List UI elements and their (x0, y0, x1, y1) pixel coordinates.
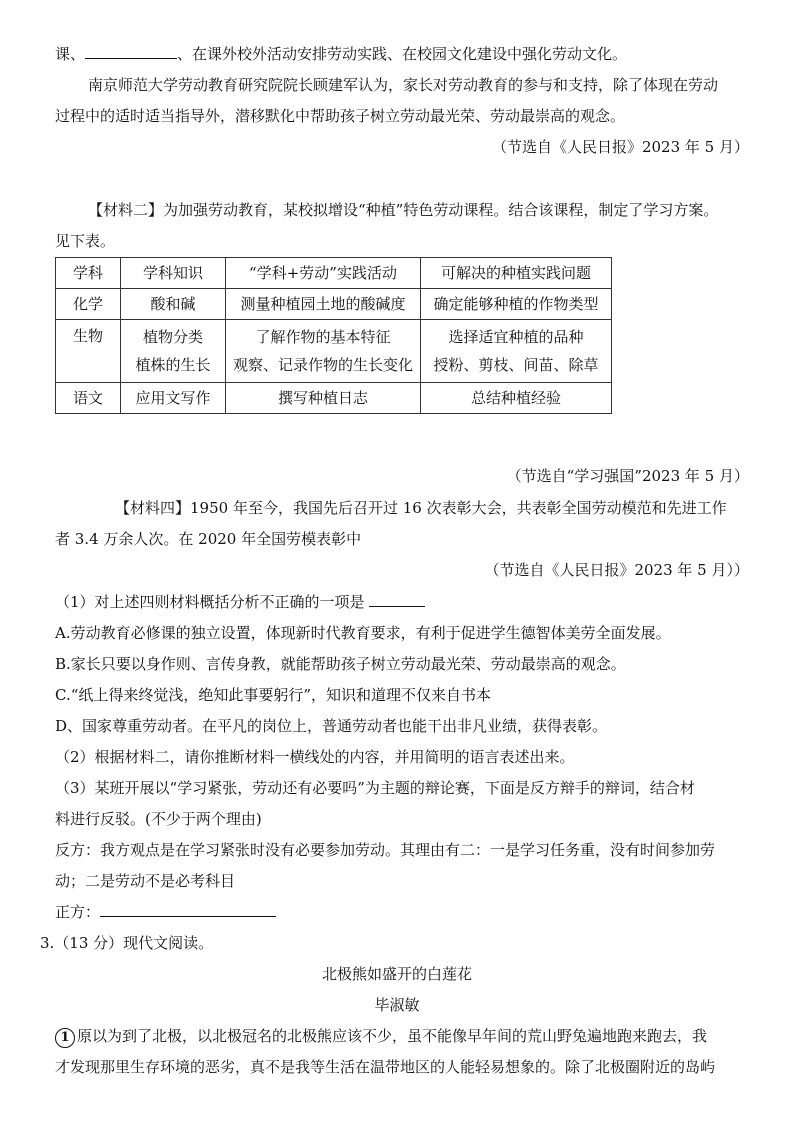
article-paragraph-line2: 才发现那里生存环境的恶劣，真不是我等生活在温带地区的人能轻易想象的。除了北极圈附近的岛屿 (55, 1058, 716, 1076)
article-author: 毕淑敏 (374, 996, 420, 1014)
para1-line1: 课、 、在课外校外活动安排劳动实践、在校园文化建设中强化劳动文化。 (55, 45, 628, 63)
table-header-cell: 学科知识 (121, 258, 226, 289)
q3-line2: 料进行反驳。(不少于两个理由) (55, 810, 262, 828)
table-cell: 选择适宜种植的品种 授粉、剪枝、间苗、除草 (421, 320, 612, 383)
table-header-cell: “学科+劳动”实践活动 (226, 258, 421, 289)
table-cell: 应用文写作 (121, 383, 226, 414)
table-cell: 语文 (56, 383, 121, 414)
table-cell: 了解作物的基本特征 观察、记录作物的生长变化 (226, 320, 421, 383)
para1-line2: 南京师范大学劳动教育研究院院长顾建军认为，家长对劳动教育的参与和支持，除了体现在劳动 (88, 76, 719, 94)
q1-option-c: C.“纸上得来终觉浅，绝知此事要躬行”，知识和道理不仅来自书本 (55, 686, 492, 704)
article-title: 北极熊如盛开的白莲花 (321, 965, 472, 983)
para1-line3: 过程中的适时适当指导外，潜移默化中帮助孩子树立劳动最光荣、劳动最崇高的观念。 (55, 107, 626, 125)
q1-option-d: D、国家尊重劳动者。在平凡的岗位上，普通劳动者也能干出非凡业绩，获得表彰。 (55, 717, 608, 735)
answer-blank (369, 592, 425, 607)
material2-line1: 【材料二】为加强劳动教育，某校拟增设“种植”特色劳动课程。结合该课程，制定了学习方案。 (88, 201, 719, 219)
table-cell: 确定能够种植的作物类型 (421, 289, 612, 320)
q1-option-b: B.家长只要以身作则、言传身教，就能帮助孩子树立劳动最光荣、劳动最崇高的观念。 (55, 655, 626, 673)
answer-blank (100, 902, 276, 917)
material4-line1: 【材料四】1950 年至今，我国先后召开过 16 次表彰大会，共表彰全国劳动模范和先进工作 (115, 499, 727, 517)
material4-line2: 者 3.4 万余人次。在 2020 年全国劳模表彰中 (55, 530, 362, 548)
study-plan-table (55, 257, 612, 414)
table-cell: 测量种植园土地的酸碱度 (226, 289, 421, 320)
table-row (56, 383, 612, 414)
q3-zheng: 正方： (55, 902, 754, 922)
table-cell: 撰写种植日志 (226, 383, 421, 414)
table-cell: 总结种植经验 (421, 383, 612, 414)
q1-option-a: A.劳动教育必修课的独立设置，体现新时代教育要求，有利于促进学生德智体美劳全面发展。 (55, 624, 671, 642)
table-cell: 酸和碱 (121, 289, 226, 320)
q3-fan-line1: 反方：我方观点是在学习紧张时没有必要参加劳动。其理由有二：一是学习任务重，没有时间参加劳 (55, 841, 716, 859)
q1-stem: （1）对上述四则材料概括分析不正确的一项是 (55, 592, 754, 612)
table-cell: 化学 (56, 289, 121, 320)
table-row (56, 289, 612, 320)
material2-line2: 见下表。 (55, 232, 116, 250)
article-paragraph-line1: 1 原以为到了北极，以北极冠名的北极熊应该不少，虽不能像早年间的荒山野兔遍地跑来跑去，我 (55, 1026, 754, 1048)
answer-blank (85, 44, 177, 59)
section-heading: 3.（13 分）现代文阅读。 (40, 934, 214, 952)
q3-fan-line2: 动；二是劳动不是必考科目 (55, 872, 236, 890)
table-row (56, 320, 612, 383)
table-header-cell: 学科 (56, 258, 121, 289)
table-cell: 生物 (56, 320, 121, 383)
table-header-cell: 可解决的种植实践问题 (421, 258, 612, 289)
q2-stem: （2）根据材料二，请你推断材料一横线处的内容，并用简明的语言表述出来。 (55, 748, 575, 766)
table-header-row (56, 258, 612, 289)
source-note: （节选自《人民日报》2023 年 5 月） (491, 138, 749, 156)
q3-line1: （3）某班开展以“学习紧张，劳动还有必要吗”为主题的辩论赛，下面是反方辩手的辩词，结合材 (55, 779, 695, 797)
paragraph-number-badge: 1 (55, 1028, 75, 1048)
table-cell: 植物分类 植株的生长 (121, 320, 226, 383)
source-note: （节选自《人民日报》2023 年 5 月）） (484, 561, 749, 579)
source-note: （节选自“学习强国”2023 年 5 月） (506, 467, 749, 485)
